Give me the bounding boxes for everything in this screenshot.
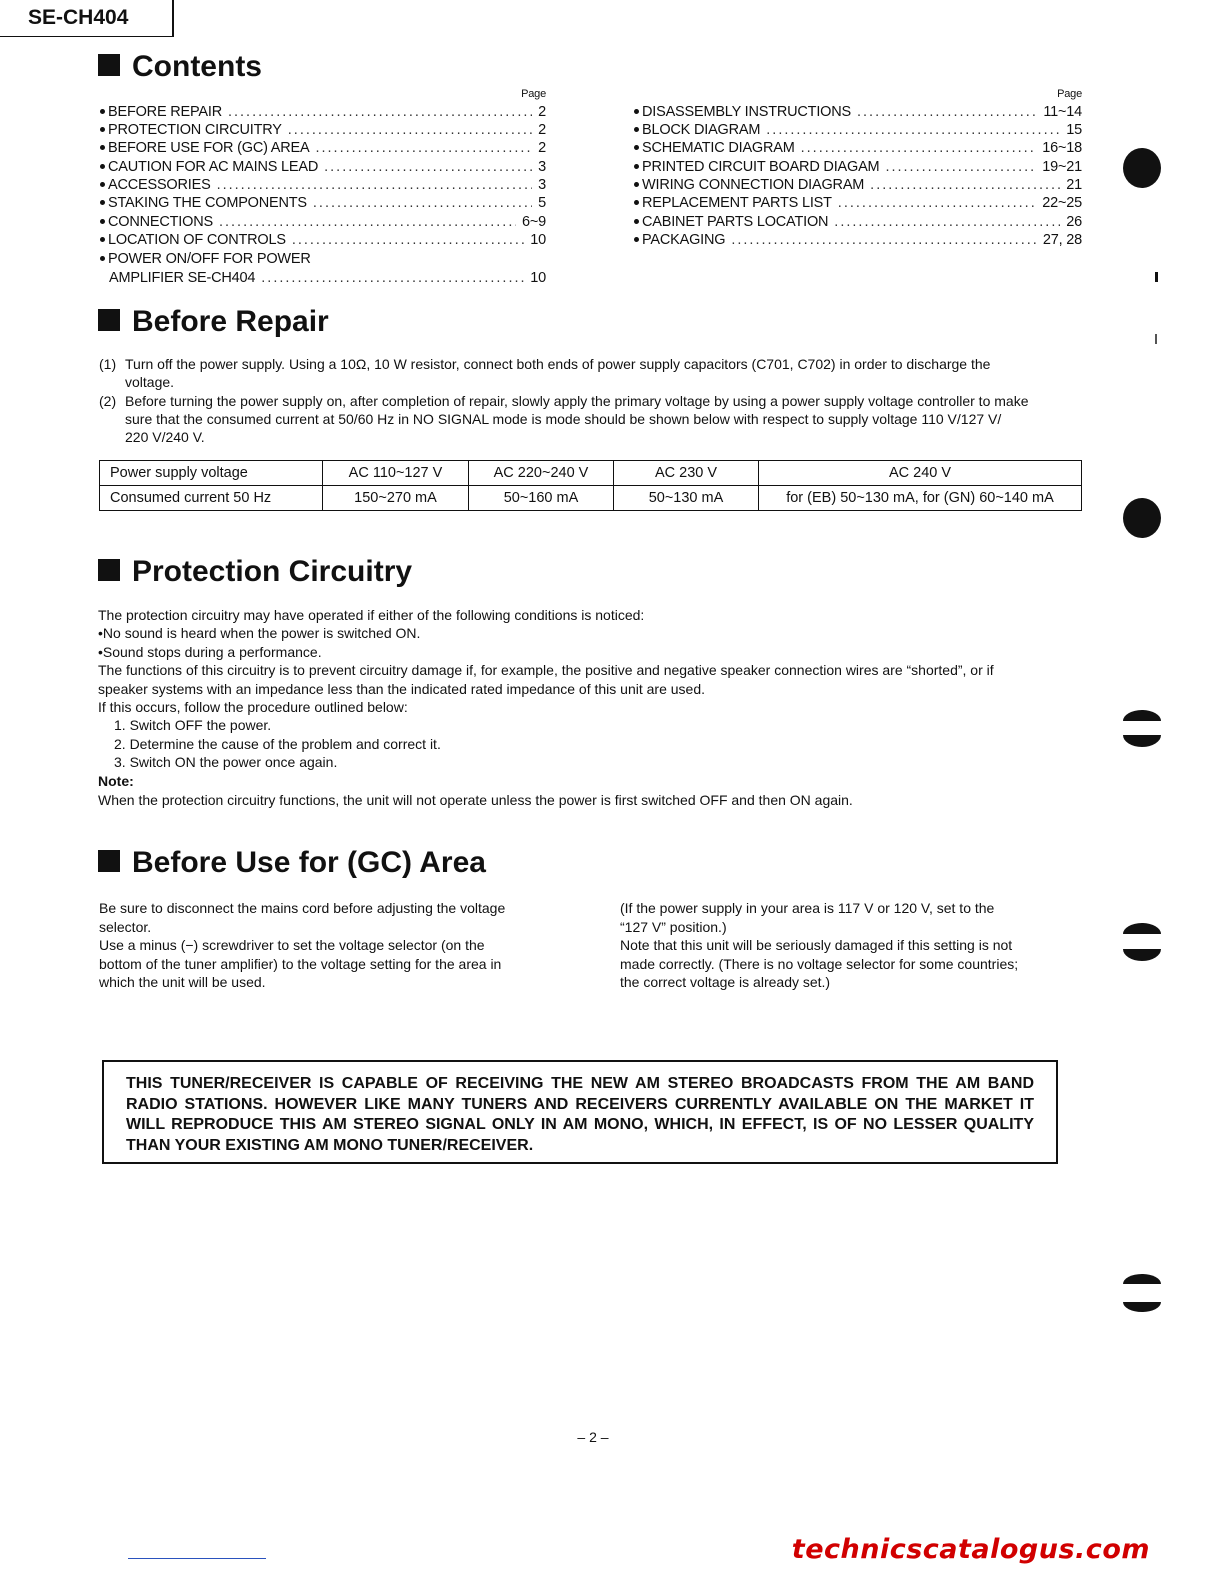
toc-item[interactable]: BLOCK DIAGRAM ..... 15 bbox=[634, 122, 1082, 140]
gc-text: made correctly. (There is no voltage selector for some countries; bbox=[620, 955, 1019, 972]
binder-hole-icon bbox=[1123, 498, 1161, 538]
table-cell: Power supply voltage bbox=[100, 461, 323, 486]
margin-mark-icon bbox=[1155, 334, 1157, 344]
toc-item[interactable]: CAUTION FOR AC MAINS LEAD ..... 3 bbox=[100, 159, 546, 177]
protection-text: If this occurs, follow the procedure outlined below: bbox=[98, 699, 408, 715]
page-number: – 2 – bbox=[577, 1429, 609, 1445]
binder-hole-icon bbox=[1123, 1274, 1161, 1284]
repair-step-text: Turn off the power supply. Using a 10Ω, 10 W resistor, connect both ends of power supply capacitors (C701, C702) in order to discharge the bbox=[125, 356, 991, 372]
bullet-icon bbox=[634, 237, 639, 242]
gc-text: the correct voltage is already set.) bbox=[620, 974, 831, 990]
notice-text: THIS TUNER/RECEIVER IS CAPABLE OF RECEIVING THE NEW AM STEREO BROADCASTS FROM THE AM BAND RADIO STATIONS. HOWEVER LIKE MANY TUNERS AND RECEIVERS CURRENTLY AVAILABLE ON THE MARKET IT WILL REPRODUCE THIS AM STEREO SIGNAL ONLY IN AM MONO, WHICH, IN EFFECT, IS OF NO LESSER QUALITY THAN YOUR EXISTING AM MONO TUNER/RECEIVER. bbox=[126, 1075, 1034, 1154]
table-cell: 150~270 mA bbox=[323, 486, 469, 511]
gc-area-title: Before Use for (GC) Area bbox=[98, 846, 486, 880]
gc-text: Use a minus (−) screwdriver to set the voltage selector (on the bbox=[99, 937, 485, 953]
toc-item[interactable]: BEFORE USE FOR (GC) AREA ..... 2 bbox=[100, 140, 546, 158]
watermark-link[interactable]: technicscatalogus.com bbox=[791, 1534, 1150, 1565]
bullet-icon bbox=[634, 219, 639, 224]
repair-step-number: (1) bbox=[99, 356, 117, 372]
protection-step: 2. Determine the cause of the problem and correct it. bbox=[114, 736, 441, 752]
table-cell: AC 220~240 V bbox=[469, 461, 614, 486]
table-row bbox=[100, 486, 1082, 511]
gc-text: selector. bbox=[99, 918, 152, 935]
repair-step-text: Before turning the power supply on, after completion of repair, slowly apply the primary voltage by using a power supply voltage controller to make bbox=[125, 393, 1029, 409]
bullet-icon bbox=[100, 182, 105, 187]
toc-item[interactable]: BEFORE REPAIR ..... 2 bbox=[100, 104, 546, 122]
binder-hole-icon bbox=[1123, 1302, 1161, 1312]
repair-step-number: (2) bbox=[99, 393, 117, 409]
toc-item-multiline-line1[interactable]: POWER ON/OFF FOR POWER bbox=[100, 251, 546, 269]
toc-item[interactable]: PRINTED CIRCUIT BOARD DIAGAM ..... 19~21 bbox=[634, 159, 1082, 177]
protection-text: The functions of this circuitry is to prevent circuitry damage if, for example, the positive and negative speaker connection wires are “shorted”, or if bbox=[98, 662, 994, 678]
contents-title: Contents bbox=[98, 50, 262, 84]
gc-text: “127 V” position.) bbox=[620, 918, 727, 935]
toc-item[interactable]: CONNECTIONS ..... 6~9 bbox=[100, 214, 546, 232]
bullet-icon bbox=[100, 145, 105, 150]
bullet-icon bbox=[100, 256, 105, 261]
bullet-icon bbox=[100, 109, 105, 114]
model-header bbox=[0, 0, 174, 37]
bullet-icon bbox=[100, 200, 105, 205]
bullet-icon bbox=[634, 127, 639, 132]
note-label: Note: bbox=[98, 773, 134, 789]
table-cell: AC 240 V bbox=[759, 461, 1082, 486]
toc-item[interactable]: PACKAGING ..... 27, 28 bbox=[634, 232, 1082, 250]
toc-item[interactable]: LOCATION OF CONTROLS ..... 10 bbox=[100, 232, 546, 250]
margin-mark-icon bbox=[1155, 272, 1158, 282]
toc-item[interactable]: WIRING CONNECTION DIAGRAM ..... 21 bbox=[634, 177, 1082, 195]
gc-text: which the unit will be used. bbox=[99, 974, 266, 990]
toc-item-multiline-line2[interactable]: AMPLIFIER SE-CH404 ..... 10 bbox=[100, 270, 546, 288]
note-text: When the protection circuitry functions, the unit will not operate unless the power is first switched OFF and then ON again. bbox=[98, 792, 853, 808]
bullet-icon bbox=[100, 237, 105, 242]
table-cell: 50~130 mA bbox=[614, 486, 759, 511]
gc-text: Be sure to disconnect the mains cord before adjusting the voltage bbox=[99, 900, 506, 916]
table-cell: Consumed current 50 Hz bbox=[100, 486, 323, 511]
page-column-header: Page bbox=[521, 88, 546, 100]
binder-hole-icon bbox=[1123, 949, 1161, 961]
toc-item[interactable]: SCHEMATIC DIAGRAM ..... 16~18 bbox=[634, 140, 1082, 158]
link-underline bbox=[128, 1558, 266, 1559]
page-column-header: Page bbox=[1057, 88, 1082, 100]
repair-step-text: 220 V/240 V. bbox=[125, 429, 205, 445]
toc-item[interactable]: ACCESSORIES ..... 3 bbox=[100, 177, 546, 195]
repair-step-text: voltage. bbox=[125, 374, 175, 390]
protection-title: Protection Circuitry bbox=[98, 555, 412, 589]
protection-text: speaker systems with an impedance less than the indicated rated impedance of this unit are used. bbox=[98, 681, 706, 697]
bullet-icon bbox=[100, 127, 105, 132]
bullet-icon bbox=[634, 164, 639, 169]
toc-item[interactable]: DISASSEMBLY INSTRUCTIONS ..... 11~14 bbox=[634, 104, 1082, 122]
table-row bbox=[100, 461, 1082, 486]
table-cell: AC 230 V bbox=[614, 461, 759, 486]
gc-text: Note that this unit will be seriously damaged if this setting is not bbox=[620, 937, 1013, 953]
toc-item[interactable]: PROTECTION CIRCUITRY ..... 2 bbox=[100, 122, 546, 140]
toc-item[interactable]: REPLACEMENT PARTS LIST ..... 22~25 bbox=[634, 195, 1082, 213]
bullet-icon bbox=[100, 219, 105, 224]
bullet-icon bbox=[100, 164, 105, 169]
protection-text: The protection circuitry may have operated if either of the following conditions is noticed: bbox=[98, 607, 645, 623]
protection-step: 1. Switch OFF the power. bbox=[114, 717, 272, 733]
am-stereo-notice-box bbox=[102, 1060, 1058, 1164]
bullet-square-icon bbox=[98, 309, 120, 331]
table-cell: 50~160 mA bbox=[469, 486, 614, 511]
gc-area-right-column bbox=[620, 899, 1056, 992]
gc-text: bottom of the tuner amplifier) to the voltage setting for the area in bbox=[99, 955, 502, 972]
bullet-icon bbox=[634, 145, 639, 150]
protection-step: 3. Switch ON the power once again. bbox=[114, 754, 338, 770]
before-repair-title: Before Repair bbox=[98, 305, 329, 339]
gc-text: (If the power supply in your area is 117 V or 120 V, set to the bbox=[620, 900, 995, 916]
supply-voltage-table bbox=[99, 460, 1082, 511]
binder-hole-icon bbox=[1123, 710, 1161, 721]
bullet-square-icon bbox=[98, 54, 120, 76]
model-number: SE-CH404 bbox=[28, 6, 129, 29]
protection-text: •Sound stops during a performance. bbox=[98, 644, 322, 660]
toc-item[interactable]: CABINET PARTS LOCATION ..... 26 bbox=[634, 214, 1082, 232]
table-cell: for (EB) 50~130 mA, for (GN) 60~140 mA bbox=[759, 486, 1082, 511]
gc-area-left-column bbox=[99, 899, 535, 992]
binder-hole-icon bbox=[1123, 735, 1161, 747]
binder-hole-icon bbox=[1123, 923, 1161, 934]
bullet-icon bbox=[634, 200, 639, 205]
binder-hole-icon bbox=[1123, 148, 1161, 188]
bullet-square-icon bbox=[98, 559, 120, 581]
repair-step-text: sure that the consumed current at 50/60 Hz in NO SIGNAL mode is mode should be shown below with respect to supply voltage 110 V/127 V/ bbox=[125, 411, 1002, 427]
bullet-square-icon bbox=[98, 850, 120, 872]
bullet-icon bbox=[634, 109, 639, 114]
bullet-icon bbox=[634, 182, 639, 187]
protection-text: •No sound is heard when the power is switched ON. bbox=[98, 625, 421, 641]
toc-item[interactable]: STAKING THE COMPONENTS ..... 5 bbox=[100, 195, 546, 213]
table-cell: AC 110~127 V bbox=[323, 461, 469, 486]
